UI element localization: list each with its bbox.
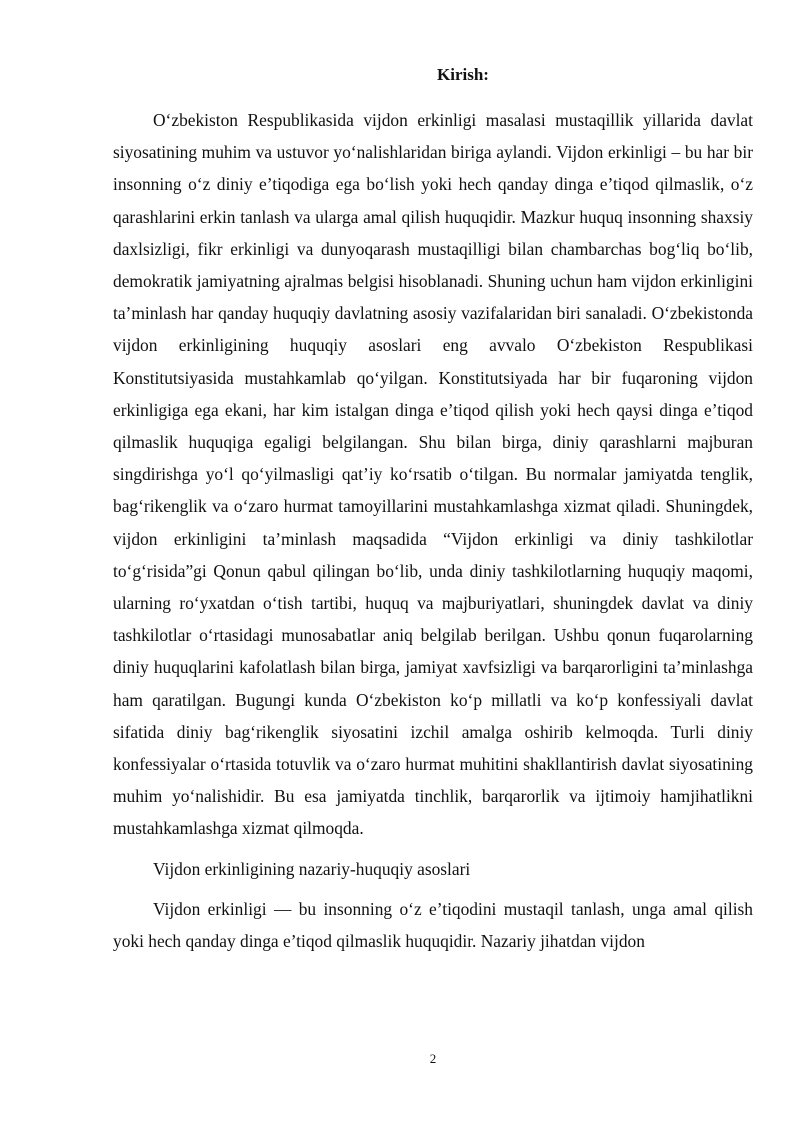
body-paragraph: Vijdon erkinligi — bu insonning o‘z e’tiqodini mustaqil tanlash, unga amal qilish yoki hech qanday dinga e’tiqod qilmaslik huquqidir. Nazariy jihatdan vijdon (113, 898, 753, 952)
page-number: 2 (429, 1051, 437, 1066)
document-title: Kirish: (437, 65, 489, 84)
intro-paragraph: O‘zbekiston Respublikasida vijdon erkinligi masalasi mustaqillik yillarida davlat siyosatining muhim va ustuvor yo‘nalishlaridan biriga aylandi. Vijdon erkinligi – bu har bir insonning o‘z diniy e’tiqodiga ega bo‘lish yoki hech qanday dinga e’tiqod qilmaslik, o‘z qarashlarini erkin tanlash va ularga amal qilish huquqidir. Mazkur huquq insonning shaxsiy daxlsizligi, fikr erkinligi va dunyoqarash mustaqilligi bilan chambarchas bog‘liq bo‘lib, demokratik jamiyatning ajralmas belgisi hisoblanadi. Shuning uchun ham vijdon erkinligini ta’minlash har qanday huquqiy davlatning asosiy vazifalaridan biri sanaladi. O‘zbekistonda vijdon erkinligining huquqiy asoslari eng avvalo O‘zbekiston Respublikasi Konstitutsiyasida mustahkamlab qo‘yilgan. Konstitutsiyada har bir fuqaroning vijdon erkinligiga ega ekani, har kim istalgan dinga e’tiqod qilish yoki hech qaysi dinga e’tiqod qilmaslik huquqiga egaligi belgilangan. Shu bilan birga, diniy qarashlarni majburan singdirishga yo‘l qo‘yilmasligi qat’iy ko‘rsatib o‘tilgan. Bu normalar jamiyatda tenglik, bag‘rikenglik va o‘zaro hurmat tamoyillarini mustahkamlashga xizmat qiladi. Shuningdek, vijdon erkinligini ta’minlash maqsadida “Vijdon erkinligi va diniy tashkilotlar to‘g‘risida”gi Qonun qabul qilingan bo‘lib, unda diniy tashkilotlarning huquqiy maqomi, ularning ro‘yxatdan o‘tish tartibi, huquq va majburiyatlari, shuningdek davlat va diniy tashkilotlar o‘rtasidagi munosabatlar aniq belgilab berilgan. Ushbu qonun fuqarolarning diniy huquqlarini kafolatlash bilan birga, jamiyat xavfsizligi va barqarorligini ta’minlashga ham qaratilgan. Bugungi kunda O‘zbekiston ko‘p millatli va ko‘p konfessiyali davlat sifatida diniy bag‘rikenglik siyosatini izchil amalga oshirib kelmoqda. Turli diniy konfessiyalar o‘rtasida totuvlik va o‘zaro hurmat muhitini shakllantirish davlat siyosatining muhim yo‘nalishidir. Bu esa jamiyatda tinchlik, barqarorlik va ijtimoiy hamjihatlikni mustahkamlashga xizmat qilmoqda. (113, 110, 753, 839)
document-page (113, 64, 753, 957)
section-heading: Vijdon erkinligining nazariy-huquqiy asoslari (153, 858, 471, 879)
